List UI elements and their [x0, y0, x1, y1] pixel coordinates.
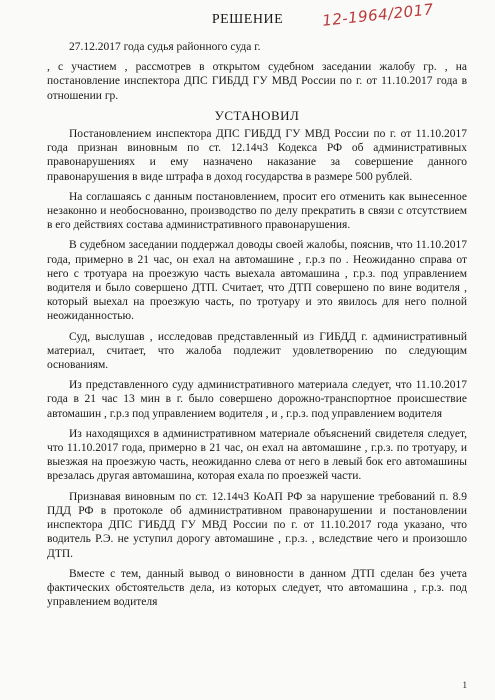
document-body	[47, 40, 467, 615]
paragraph-appeal: На соглашаясь с данным постановлением, просит его отменить как вынесенное незаконно и необоснованно, производство по делу прекратить в связи с отсутствием в его действиях состава административного правонарушения.	[47, 190, 467, 232]
paragraph-intro-1: 27.12.2017 года судья районного суда г.	[69, 41, 261, 53]
paragraph-court-review: Суд, выслушав , исследовав представленный из ГИБДД г. административный материал, считает, что жалоба подлежит удовлетворению по следующим основаниям.	[47, 330, 467, 372]
page-number: 1	[462, 680, 467, 690]
paragraph-intro-2: , с участием , рассмотрев в открытом судебном заседании жалобу гр. , на постановление инспектора ДПС ГИБДД ГУ МВД России по г. от 11.10.2017 года в отношении гр.	[47, 61, 467, 102]
paragraph-hearing: В судебном заседании поддержал доводы своей жалобы, пояснив, что 11.10.2017 года, примерно в 21 час, он ехал на автомашине , г.р.з по . Неожиданно справа от него с тротуара на проезжую часть выехала автомашина , г.р.з. под управлением водителя и было совершено ДТП. Считает, что ДТП совершено по вине водителя , который выехал на проезжую часть, по тротуару и это явилось для него полной неожиданностью.	[47, 239, 467, 323]
paragraph-witness: Из находящихся в административном материале объяснений свидетеля следует, что 11.10.2017 года, примерно в 21 час, он ехал на автомашине , г.р.з. по тротуару, и выезжая на проезжую часть, неожиданно слева от него в левый бок его автомашины врезалась другая автомашина, которая ехала по проезжей части.	[47, 427, 467, 483]
document-title: РЕШЕНИЕ	[211, 12, 284, 27]
section-heading-established: УСТАНОВИЛ	[214, 107, 300, 123]
paragraph-finding: Признавая виновным по ст. 12.14ч3 КоАП РФ за нарушение требований п. 8.9 ПДД РФ в протоколе об административном правонарушении и постановлении инспектора ДПС ГИБДД ГУ МВД России по г. от 11.10.2017 года указано, что водитель Р.Э. не уступил дорогу автомашине , г.р.з. , вследствие чего и произошло ДТП.	[47, 490, 467, 560]
paragraph-conclusion: Вместе с тем, данный вывод о виновности в данном ДТП сделан без учета фактических обстоятельств дела, из которых следует, что автомашина , г.р.з. под управлением водителя	[47, 567, 467, 609]
handwritten-case-number: 12-1964/2017	[321, 0, 435, 30]
paragraph-ruling: Постановлением инспектора ДПС ГИБДД ГУ МВД России по г. от 11.10.2017 года признан виновным по ст. 12.14ч3 Кодекса РФ об административных правонарушениях и ему назначено наказание за совершение данного правонарушения в виде штрафа в доход государства в размере 500 рублей.	[47, 128, 467, 183]
paragraph-materials: Из представленного суду административного материала следует, что 11.10.2017 года в 21 час 13 мин в г. было совершено дорожно-транспортное происшествие автомашин , г.р.з под управлением водителя , и , г.р.з. под управлением водителя	[47, 379, 467, 420]
